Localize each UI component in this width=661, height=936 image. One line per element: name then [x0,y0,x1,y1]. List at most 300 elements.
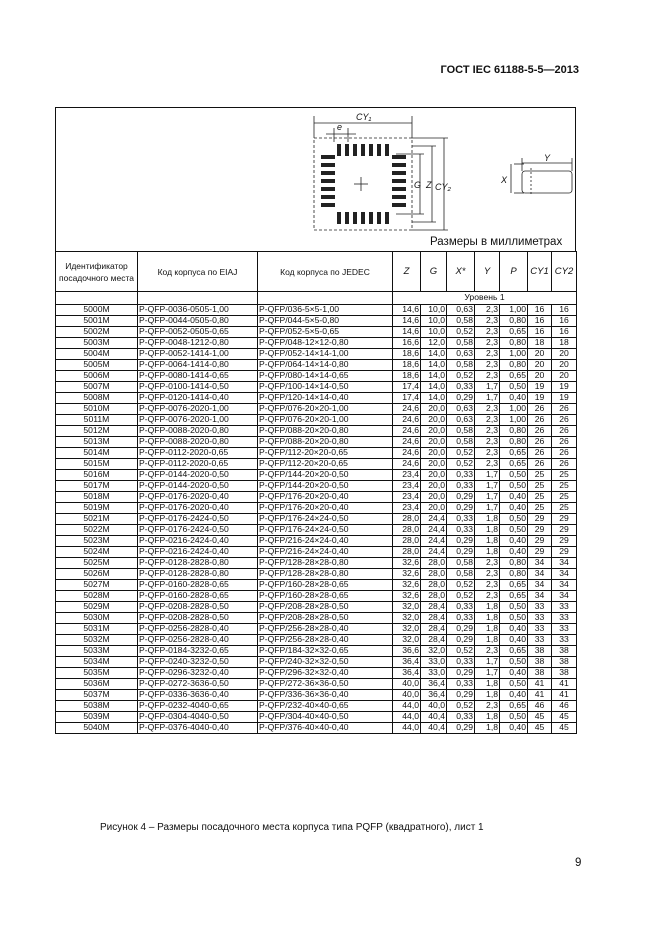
cell-y: 2,3 [475,305,500,316]
cell-jedec: P-QFP/048-12×12-0,80 [258,338,393,349]
table-row [56,569,577,580]
cell-jedec: P-QFP/088-20×20-0,80 [258,426,393,437]
cell-identifier: 5015M [56,459,138,470]
cell-jedec: P-QFP/128-28×28-0,80 [258,569,393,580]
land-pattern-table [55,251,577,734]
cell-p: 0,80 [500,558,528,569]
cell-g: 28,4 [421,624,447,635]
cell-z: 24,6 [393,404,421,415]
cell-y: 1,8 [475,679,500,690]
label-e: e [337,122,343,132]
cell-eiaj: P-QFP-0052-1414-1,00 [138,349,258,360]
cell-x: 0,29 [447,668,475,679]
cell-z: 16,6 [393,338,421,349]
cell-z: 32,0 [393,613,421,624]
cell-jedec: P-QFP/216-24×24-0,40 [258,547,393,558]
cell-cy2: 45 [552,712,577,723]
cell-eiaj: P-QFP-0088-2020-0,80 [138,426,258,437]
cell-cy2: 29 [552,547,577,558]
cell-x: 0,33 [447,470,475,481]
cell-y: 1,7 [475,481,500,492]
cell-jedec: P-QFP/256-28×28-0,40 [258,635,393,646]
table-row [56,591,577,602]
cell-cy1: 33 [528,602,552,613]
table-row [56,437,577,448]
cell-jedec: P-QFP/052-5×5-0,65 [258,327,393,338]
cell-cy1: 16 [528,305,552,316]
cell-cy1: 19 [528,382,552,393]
cell-p: 0,50 [500,481,528,492]
cell-cy1: 33 [528,613,552,624]
label-cy2: CY₂ [435,182,451,192]
label-z: Z [426,180,432,190]
cell-jedec: P-QFP/176-20×20-0,40 [258,503,393,514]
cell-g: 14,0 [421,371,447,382]
cell-g: 24,4 [421,547,447,558]
cell-jedec: P-QFP/256-28×28-0,40 [258,624,393,635]
cell-z: 14,6 [393,327,421,338]
cell-z: 23,4 [393,492,421,503]
cell-cy2: 38 [552,646,577,657]
cell-cy1: 29 [528,525,552,536]
cell-p: 1,00 [500,305,528,316]
cell-jedec: P-QFP/160-28×28-0,65 [258,580,393,591]
cell-cy2: 26 [552,415,577,426]
cell-identifier: 5035M [56,668,138,679]
cell-cy2: 29 [552,514,577,525]
cell-cy2: 20 [552,371,577,382]
cell-g: 28,4 [421,602,447,613]
table-row [56,415,577,426]
cell-y: 1,8 [475,723,500,734]
cell-cy1: 20 [528,360,552,371]
cell-jedec: P-QFP/036-5×5-1,00 [258,305,393,316]
cell-eiaj: P-QFP-0128-2828-0,80 [138,558,258,569]
cell-identifier: 5017M [56,481,138,492]
cell-cy1: 45 [528,723,552,734]
cell-p: 0,80 [500,338,528,349]
cell-z: 23,4 [393,481,421,492]
cell-cy1: 34 [528,569,552,580]
cell-eiaj: P-QFP-0176-2424-0,50 [138,525,258,536]
cell-eiaj: P-QFP-0216-2424-0,40 [138,547,258,558]
table-row [56,558,577,569]
cell-cy1: 41 [528,690,552,701]
cell-z: 40,0 [393,679,421,690]
level-row [56,292,577,305]
cell-y: 2,3 [475,701,500,712]
cell-eiaj: P-QFP-0208-2828-0,50 [138,602,258,613]
cell-cy2: 38 [552,657,577,668]
cell-cy2: 45 [552,723,577,734]
cell-identifier: 5039M [56,712,138,723]
cell-jedec: P-QFP/128-28×28-0,80 [258,558,393,569]
cell-z: 17,4 [393,382,421,393]
cell-eiaj: P-QFP-0304-4040-0,50 [138,712,258,723]
cell-x: 0,52 [447,701,475,712]
cell-cy1: 29 [528,547,552,558]
cell-g: 20,0 [421,426,447,437]
cell-cy2: 33 [552,613,577,624]
cell-cy2: 20 [552,349,577,360]
table-row [56,646,577,657]
header-g: G [421,252,447,292]
cell-eiaj: P-QFP-0064-1414-0,80 [138,360,258,371]
cell-z: 17,4 [393,393,421,404]
table-row [56,459,577,470]
table-row [56,668,577,679]
cell-y: 2,3 [475,360,500,371]
cell-z: 18,6 [393,360,421,371]
cell-y: 2,3 [475,448,500,459]
cell-z: 18,6 [393,371,421,382]
cell-y: 1,8 [475,624,500,635]
header-cy1: CY1 [528,252,552,292]
cell-y: 2,3 [475,327,500,338]
label-g: G [414,180,422,190]
cell-cy2: 33 [552,635,577,646]
cell-p: 0,40 [500,503,528,514]
cell-cy1: 34 [528,591,552,602]
cell-x: 0,58 [447,338,475,349]
cell-g: 20,0 [421,481,447,492]
table-row [56,624,577,635]
cell-identifier: 5011M [56,415,138,426]
table-row [56,613,577,624]
cell-jedec: P-QFP/176-24×24-0,50 [258,525,393,536]
table-row [56,492,577,503]
figure-caption: Рисунок 4 – Размеры посадочного места корпуса типа PQFP (квадратного), лист 1 [100,822,484,833]
cell-g: 20,0 [421,437,447,448]
cell-cy2: 25 [552,481,577,492]
cell-g: 32,0 [421,646,447,657]
cell-cy2: 34 [552,580,577,591]
cell-p: 0,50 [500,602,528,613]
cell-g: 40,0 [421,701,447,712]
cell-g: 20,0 [421,404,447,415]
cell-z: 44,0 [393,723,421,734]
cell-p: 0,40 [500,547,528,558]
cell-y: 2,3 [475,338,500,349]
cell-eiaj: P-QFP-0160-2828-0,65 [138,591,258,602]
cell-cy1: 25 [528,492,552,503]
cell-g: 20,0 [421,492,447,503]
cell-p: 0,40 [500,536,528,547]
cell-cy2: 18 [552,338,577,349]
table-row [56,382,577,393]
cell-cy1: 29 [528,514,552,525]
cell-eiaj: P-QFP-0112-2020-0,65 [138,448,258,459]
cell-g: 24,4 [421,514,447,525]
figure-frame [55,107,576,251]
page-number: 9 [575,857,582,869]
cell-jedec: P-QFP/112-20×20-0,65 [258,448,393,459]
cell-jedec: P-QFP/176-20×20-0,40 [258,492,393,503]
header-jedec: Код корпуса по JEDEC [258,252,393,292]
cell-jedec: P-QFP/208-28×28-0,50 [258,613,393,624]
cell-g: 10,0 [421,305,447,316]
cell-identifier: 5033M [56,646,138,657]
cell-z: 18,6 [393,349,421,360]
cell-x: 0,29 [447,547,475,558]
cell-jedec: P-QFP/240-32×32-0,50 [258,657,393,668]
cell-cy2: 19 [552,393,577,404]
table-row [56,723,577,734]
table-header-row [56,252,577,292]
cell-g: 20,0 [421,470,447,481]
cell-g: 12,0 [421,338,447,349]
cell-z: 28,0 [393,514,421,525]
table-row [56,481,577,492]
cell-identifier: 5010M [56,404,138,415]
cell-identifier: 5006M [56,371,138,382]
cell-cy2: 26 [552,448,577,459]
cell-jedec: P-QFP/052-14×14-1,00 [258,349,393,360]
table-row [56,426,577,437]
cell-cy2: 33 [552,602,577,613]
table-row [56,503,577,514]
cell-z: 44,0 [393,701,421,712]
cell-g: 40,4 [421,723,447,734]
cell-identifier: 5037M [56,690,138,701]
cell-jedec: P-QFP/088-20×20-0,80 [258,437,393,448]
cell-x: 0,52 [447,646,475,657]
cell-g: 28,0 [421,591,447,602]
cell-jedec: P-QFP/080-14×14-0,65 [258,371,393,382]
cell-p: 0,80 [500,426,528,437]
cell-x: 0,63 [447,305,475,316]
cell-y: 2,3 [475,415,500,426]
cell-y: 1,7 [475,492,500,503]
cell-p: 0,40 [500,492,528,503]
header-p: P [500,252,528,292]
cell-cy1: 26 [528,404,552,415]
cell-y: 1,8 [475,602,500,613]
cell-z: 36,6 [393,646,421,657]
cell-y: 2,3 [475,316,500,327]
cell-y: 1,8 [475,514,500,525]
cell-x: 0,33 [447,712,475,723]
units-label: Размеры в миллиметрах [430,236,563,248]
cell-cy2: 25 [552,492,577,503]
cell-p: 0,50 [500,679,528,690]
cell-y: 2,3 [475,426,500,437]
cell-y: 1,7 [475,470,500,481]
cell-jedec: P-QFP/100-14×14-0,50 [258,382,393,393]
cell-cy1: 26 [528,459,552,470]
cell-g: 20,0 [421,448,447,459]
cell-y: 1,7 [475,668,500,679]
cell-g: 40,4 [421,712,447,723]
cell-g: 28,4 [421,635,447,646]
cell-identifier: 5000M [56,305,138,316]
cell-x: 0,29 [447,624,475,635]
cell-cy2: 26 [552,404,577,415]
cell-jedec: P-QFP/120-14×14-0,40 [258,393,393,404]
table-row [56,547,577,558]
cell-identifier: 5012M [56,426,138,437]
table-row [56,657,577,668]
cell-cy1: 46 [528,701,552,712]
cell-p: 0,65 [500,646,528,657]
cell-cy1: 25 [528,503,552,514]
cell-x: 0,58 [447,360,475,371]
cell-x: 0,63 [447,404,475,415]
cell-x: 0,63 [447,349,475,360]
cell-eiaj: P-QFP-0272-3636-0,50 [138,679,258,690]
cell-x: 0,29 [447,393,475,404]
cell-identifier: 5038M [56,701,138,712]
header-identifier: Идентификатор посадочного места [56,252,138,292]
cell-cy1: 38 [528,668,552,679]
cell-z: 24,6 [393,459,421,470]
cell-cy1: 26 [528,448,552,459]
cell-cy1: 25 [528,481,552,492]
cell-g: 20,0 [421,459,447,470]
cell-x: 0,29 [447,492,475,503]
cell-x: 0,29 [447,635,475,646]
cell-eiaj: P-QFP-0076-2020-1,00 [138,404,258,415]
cell-z: 32,0 [393,602,421,613]
table-row [56,690,577,701]
cell-cy1: 38 [528,657,552,668]
cell-jedec: P-QFP/296-32×32-0,40 [258,668,393,679]
cell-cy1: 33 [528,635,552,646]
cell-p: 0,50 [500,657,528,668]
cell-cy1: 34 [528,558,552,569]
cell-p: 0,65 [500,327,528,338]
cell-cy1: 34 [528,580,552,591]
cell-z: 36,4 [393,668,421,679]
label-cy1: CY₁ [356,112,372,122]
cell-x: 0,52 [447,580,475,591]
table-row [56,393,577,404]
cell-cy1: 20 [528,349,552,360]
cell-identifier: 5001M [56,316,138,327]
cell-cy2: 16 [552,305,577,316]
cell-cy2: 33 [552,624,577,635]
cell-identifier: 5013M [56,437,138,448]
cell-jedec: P-QFP/144-20×20-0,50 [258,470,393,481]
cell-x: 0,29 [447,690,475,701]
table-row [56,580,577,591]
cell-eiaj: P-QFP-0160-2828-0,65 [138,580,258,591]
cell-identifier: 5016M [56,470,138,481]
cell-y: 2,3 [475,349,500,360]
cell-cy2: 38 [552,668,577,679]
cell-x: 0,29 [447,723,475,734]
cell-z: 23,4 [393,503,421,514]
cell-identifier: 5026M [56,569,138,580]
cell-p: 0,65 [500,459,528,470]
cell-y: 2,3 [475,437,500,448]
cell-p: 0,65 [500,371,528,382]
cell-p: 0,50 [500,470,528,481]
cell-eiaj: P-QFP-0216-2424-0,40 [138,536,258,547]
cell-cy2: 34 [552,558,577,569]
header-y: Y [475,252,500,292]
cell-eiaj: P-QFP-0112-2020-0,65 [138,459,258,470]
cell-identifier: 5008M [56,393,138,404]
cell-jedec: P-QFP/376-40×40-0,40 [258,723,393,734]
cell-p: 0,80 [500,360,528,371]
cell-y: 1,7 [475,503,500,514]
cell-eiaj: P-QFP-0076-2020-1,00 [138,415,258,426]
cell-y: 2,3 [475,404,500,415]
cell-g: 28,0 [421,580,447,591]
table-row [56,679,577,690]
cell-y: 2,3 [475,646,500,657]
table-row [56,514,577,525]
cell-x: 0,33 [447,657,475,668]
cell-g: 36,4 [421,679,447,690]
cell-y: 1,8 [475,547,500,558]
cell-g: 24,4 [421,525,447,536]
cell-g: 28,4 [421,613,447,624]
cell-p: 0,50 [500,514,528,525]
cell-g: 10,0 [421,316,447,327]
cell-g: 28,0 [421,569,447,580]
cell-eiaj: P-QFP-0256-2828-0,40 [138,635,258,646]
cell-eiaj: P-QFP-0048-1212-0,80 [138,338,258,349]
header-x: X* [447,252,475,292]
table-row [56,536,577,547]
cell-eiaj: P-QFP-0080-1414-0,65 [138,371,258,382]
cell-cy1: 38 [528,646,552,657]
cell-cy2: 41 [552,679,577,690]
cell-z: 32,0 [393,624,421,635]
cell-g: 14,0 [421,393,447,404]
cell-z: 14,6 [393,305,421,316]
cell-eiaj: P-QFP-0128-2828-0,80 [138,569,258,580]
cell-identifier: 5027M [56,580,138,591]
cell-p: 0,50 [500,712,528,723]
cell-cy1: 16 [528,316,552,327]
table-row [56,701,577,712]
cell-z: 32,6 [393,558,421,569]
cell-x: 0,33 [447,613,475,624]
cell-x: 0,58 [447,437,475,448]
cell-eiaj: P-QFP-0240-3232-0,50 [138,657,258,668]
cell-cy2: 29 [552,536,577,547]
cell-jedec: P-QFP/304-40×40-0,50 [258,712,393,723]
cell-z: 28,0 [393,547,421,558]
cell-g: 14,0 [421,360,447,371]
cell-z: 36,4 [393,657,421,668]
cell-eiaj: P-QFP-0176-2020-0,40 [138,492,258,503]
cell-eiaj: P-QFP-0184-3232-0,65 [138,646,258,657]
cell-g: 36,4 [421,690,447,701]
cell-x: 0,33 [447,679,475,690]
cell-cy2: 20 [552,360,577,371]
cell-x: 0,33 [447,514,475,525]
cell-identifier: 5005M [56,360,138,371]
cell-jedec: P-QFP/336-36×36-0,40 [258,690,393,701]
cell-g: 24,4 [421,536,447,547]
land-pattern-drawing [56,108,575,238]
cell-cy2: 46 [552,701,577,712]
cell-identifier: 5003M [56,338,138,349]
cell-identifier: 5022M [56,525,138,536]
cell-cy1: 41 [528,679,552,690]
cell-cy1: 26 [528,437,552,448]
cell-identifier: 5004M [56,349,138,360]
cell-y: 1,8 [475,536,500,547]
cell-x: 0,33 [447,382,475,393]
cell-eiaj: P-QFP-0052-0505-0,65 [138,327,258,338]
cell-p: 0,65 [500,580,528,591]
cell-z: 40,0 [393,690,421,701]
